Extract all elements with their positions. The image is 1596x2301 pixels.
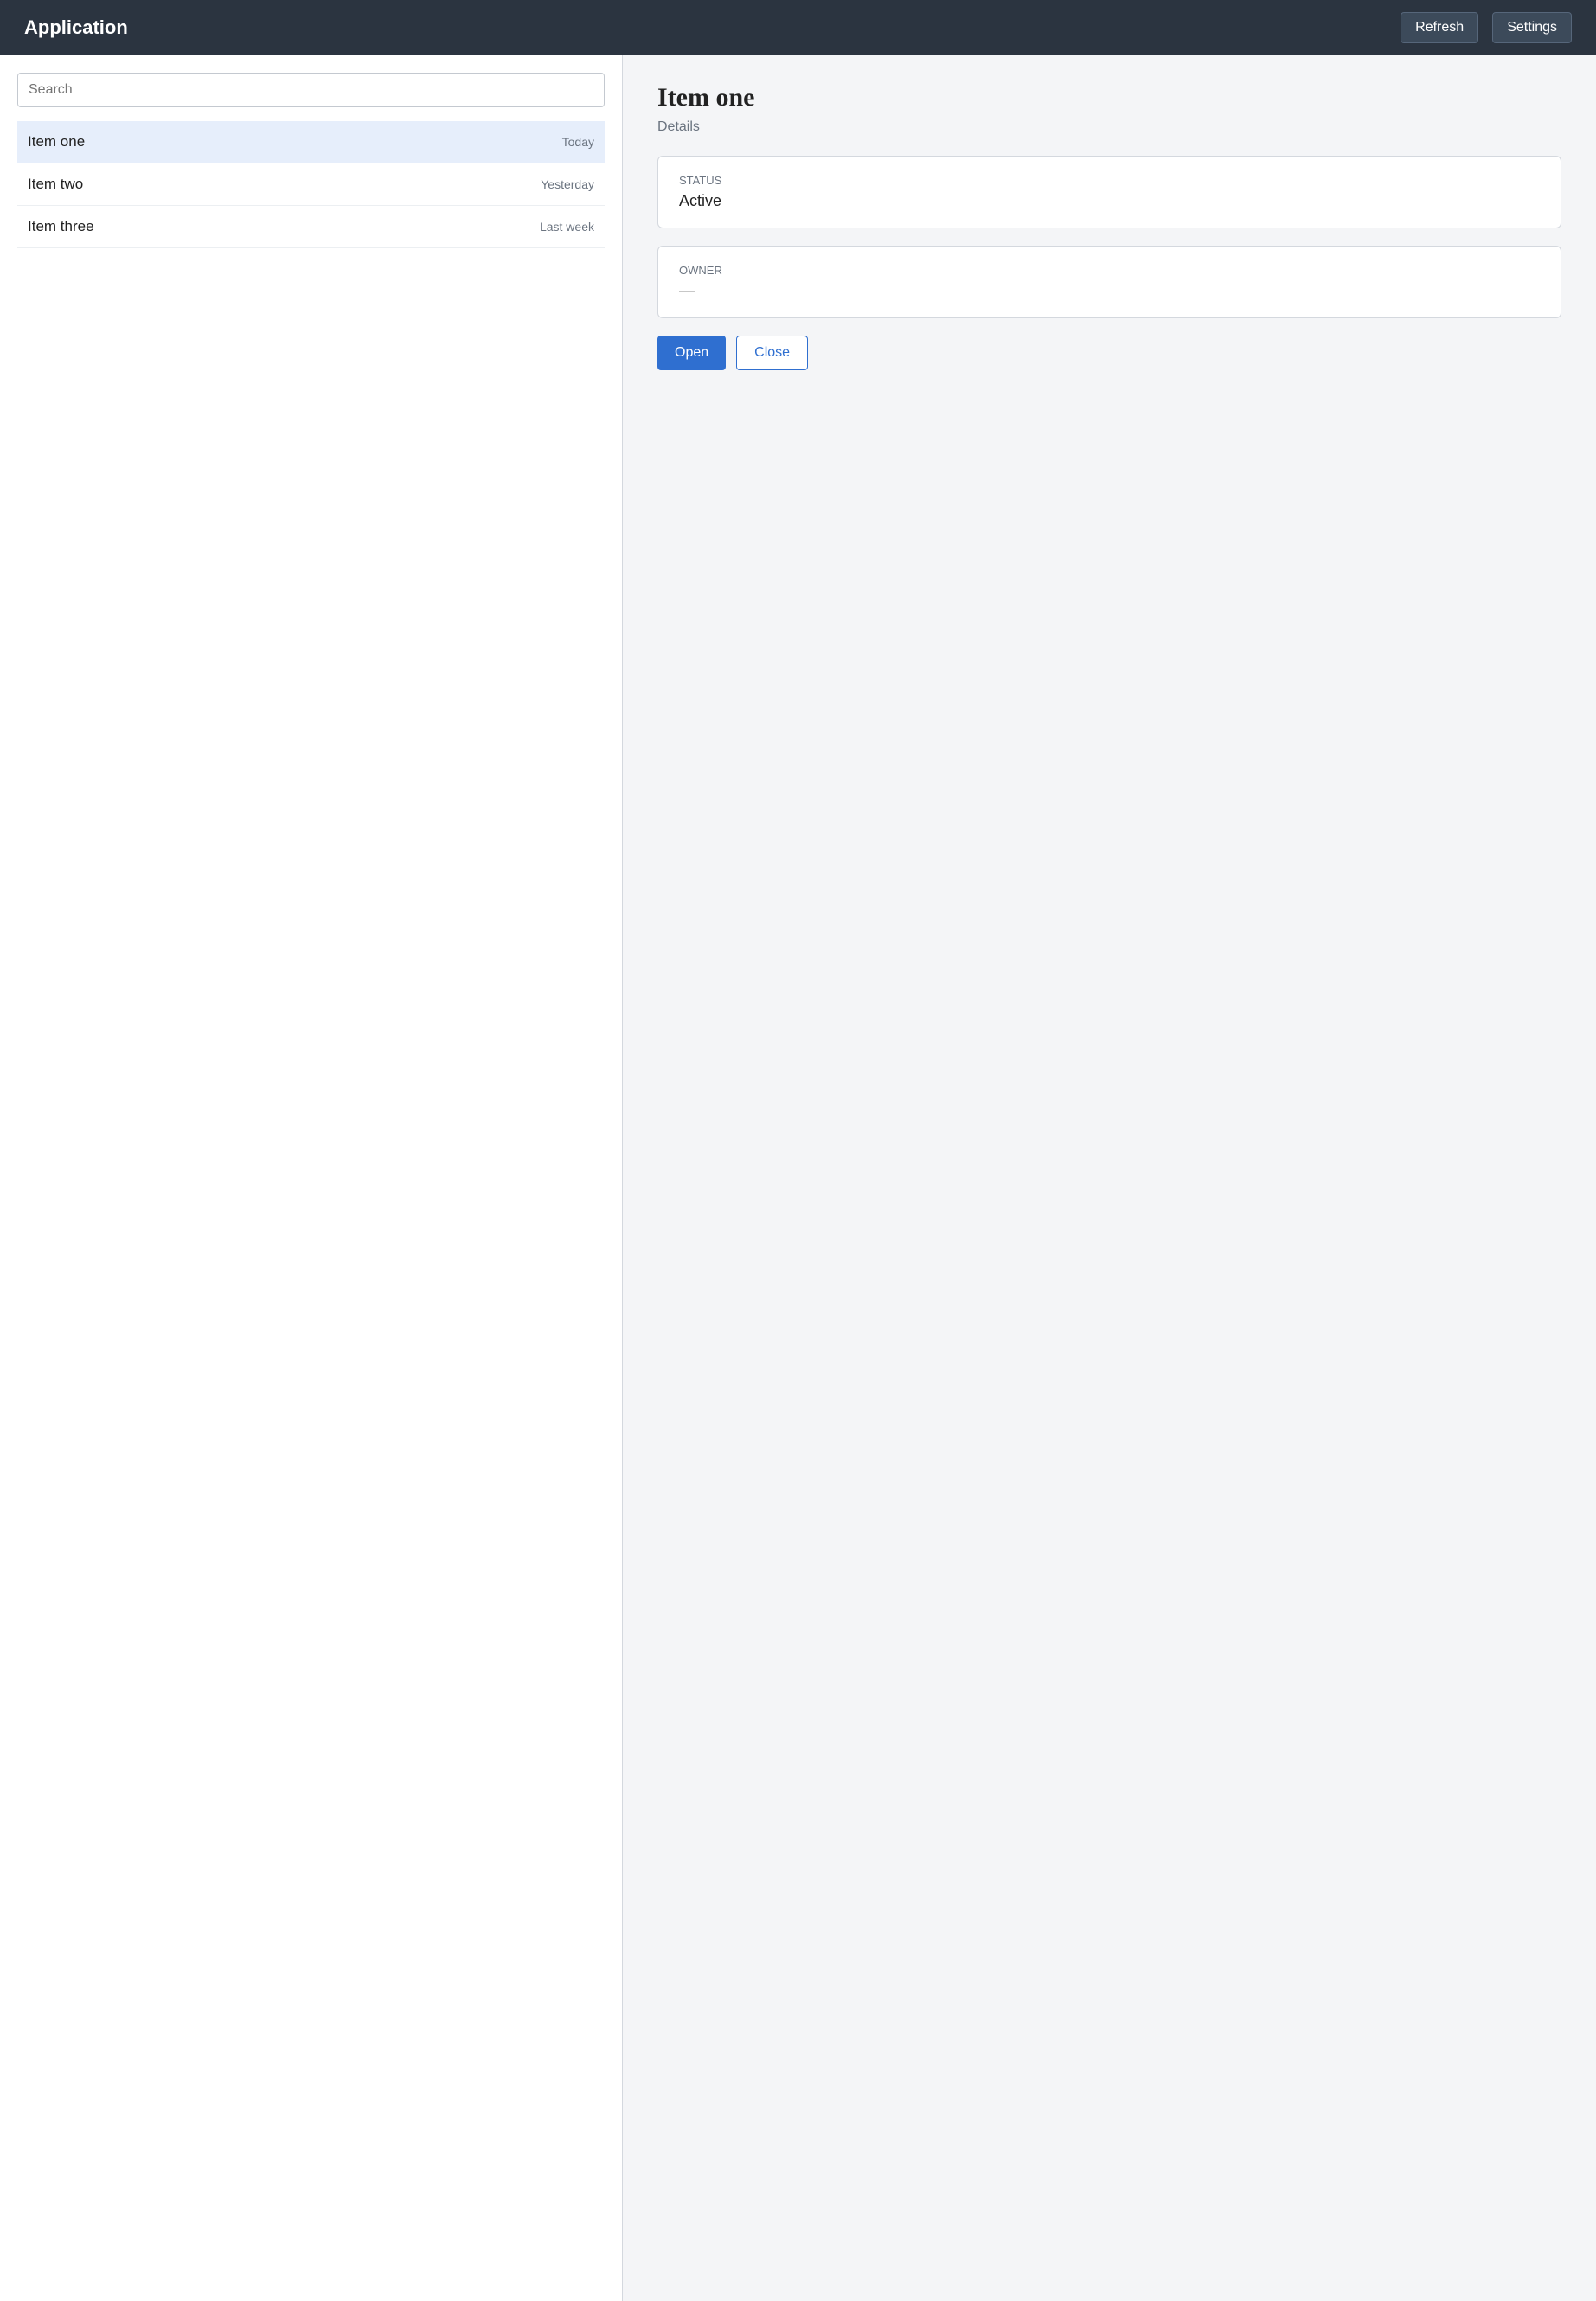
top-bar: [0, 0, 1596, 55]
item-list: [0, 55, 623, 2301]
list-item-meta: Last week: [539, 220, 594, 234]
detail-field: [657, 156, 1561, 228]
detail-panel: [623, 55, 1596, 2301]
detail-field: [657, 246, 1561, 318]
list-item-label: Item three: [28, 218, 94, 234]
field-label: STATUS: [679, 174, 722, 187]
app-title: Application: [24, 16, 128, 38]
list-item[interactable]: [17, 163, 605, 206]
list-item-meta: Yesterday: [541, 177, 594, 191]
list-item[interactable]: [17, 121, 605, 163]
field-value: Active: [679, 192, 722, 209]
field-value: —: [679, 282, 695, 299]
main-area: [0, 55, 1596, 2301]
detail-subtitle: Details: [657, 119, 700, 134]
detail-title: Item one: [657, 83, 755, 112]
list-item[interactable]: [17, 206, 605, 248]
list-item-label: Item two: [28, 176, 84, 192]
refresh-button[interactable]: Refresh: [1401, 12, 1478, 43]
settings-button[interactable]: Settings: [1492, 12, 1572, 43]
field-label: OWNER: [679, 264, 722, 277]
open-button[interactable]: Open: [657, 336, 726, 370]
list-item-label: Item one: [28, 133, 86, 150]
list-item-meta: Today: [561, 135, 594, 149]
search-input[interactable]: [17, 73, 605, 107]
close-button[interactable]: Close: [736, 336, 808, 370]
detail-actions: [657, 336, 1561, 370]
